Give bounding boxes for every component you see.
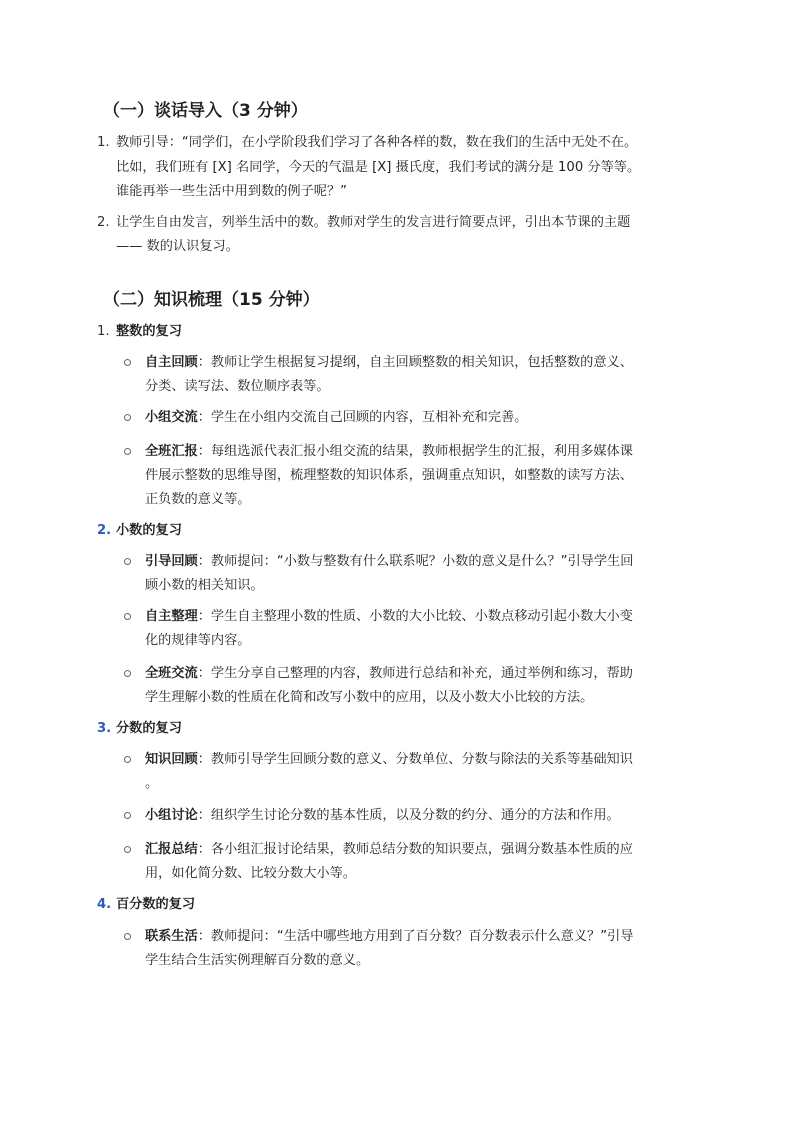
- bullet-text: ：组织学生讨论分数的基本性质，以及分数的约分、通分的方法和作用。: [197, 808, 620, 823]
- bullet-icon: [124, 812, 131, 819]
- list-number: 2.: [97, 215, 110, 230]
- paragraph-line: 比如，我们班有 [X] 名同学，今天的气温是 [X] 摄氏度，我们考试的满分是 100 分等等。: [116, 160, 641, 175]
- bullet-label: 自主回顾: [145, 355, 198, 370]
- bullet-line: 顾小数的相关知识。: [145, 578, 264, 593]
- subsection-title: 百分数的复习: [116, 897, 196, 912]
- bullet-line: 化的规律等内容。: [145, 633, 251, 648]
- paragraph-line: 谁能再举一些生活中用到数的例子呢？”: [116, 184, 348, 199]
- section-heading-intro: （一）谈话导入（3 分钟）: [103, 101, 308, 121]
- list-number: 4.: [97, 897, 112, 912]
- bullet-text: ：学生在小组内交流自己回顾的内容，互相补充和完善。: [197, 410, 528, 425]
- bullet-label: 引导回顾: [145, 554, 198, 569]
- section-heading-knowledge: （二）知识梳理（15 分钟）: [103, 290, 320, 310]
- bullet-line: [145, 750, 633, 770]
- bullet-line: 学生结合生活实例理解百分数的意义。: [145, 953, 370, 968]
- bullet-text: ：各小组汇报讨论结果，教师总结分数的知识要点，强调分数基本性质的应: [197, 842, 633, 857]
- bullet-label: 自主整理: [145, 609, 198, 624]
- bullet-icon: [124, 756, 131, 763]
- bullet-line: 正负数的意义等。: [145, 492, 251, 507]
- bullet-icon: [124, 558, 131, 565]
- subsection-title: 整数的复习: [116, 324, 182, 339]
- subsection-title: 分数的复习: [116, 721, 182, 736]
- bullet-text: ：学生分享自己整理的内容，教师进行总结和补充，通过举例和练习，帮助: [197, 666, 633, 681]
- paragraph-line: 教师引导：“同学们，在小学阶段我们学习了各种各样的数，数在我们的生活中无处不在。: [116, 135, 638, 150]
- bullet-icon: [124, 613, 131, 620]
- bullet-line: [145, 840, 633, 860]
- bullet-text: ：教师引导学生回顾分数的意义、分数单位、分数与除法的关系等基础知识: [197, 752, 633, 767]
- bullet-line: 。: [145, 776, 159, 791]
- bullet-text: ：每组选派代表汇报小组交流的结果，教师根据学生的汇报，利用多媒体课: [197, 444, 633, 459]
- bullet-icon: [124, 846, 131, 853]
- bullet-line: [145, 664, 633, 684]
- list-number: 1.: [97, 135, 110, 150]
- bullet-label: 汇报总结: [145, 842, 198, 857]
- bullet-line: [145, 927, 633, 947]
- bullet-line: [145, 408, 527, 428]
- bullet-line: 分类、读写法、数位顺序表等。: [145, 379, 330, 394]
- bullet-line: [145, 353, 633, 373]
- bullet-icon: [124, 414, 131, 421]
- bullet-icon: [124, 359, 131, 366]
- bullet-line: [145, 806, 620, 826]
- bullet-text: ：教师让学生根据复习提纲，自主回顾整数的相关知识，包括整数的意义、: [197, 355, 633, 370]
- bullet-icon: [124, 448, 131, 455]
- bullet-line: 学生理解小数的性质在化简和改写小数中的应用，以及小数大小比较的方法。: [145, 690, 594, 705]
- bullet-text: ：教师提问：“小数与整数有什么联系呢？小数的意义是什么？”引导学生回: [197, 554, 634, 569]
- bullet-line: 用，如化简分数、比较分数大小等。: [145, 866, 356, 881]
- bullet-line: 件展示整数的思维导图，梳理整数的知识体系，强调重点知识，如整数的读写方法、: [145, 468, 633, 483]
- bullet-icon: [124, 933, 131, 940]
- bullet-label: 全班汇报: [145, 444, 198, 459]
- bullet-line: [145, 442, 633, 462]
- bullet-line: [145, 607, 633, 627]
- bullet-label: 联系生活: [145, 929, 198, 944]
- bullet-icon: [124, 670, 131, 677]
- list-number: 2.: [97, 523, 112, 538]
- bullet-label: 知识回顾: [145, 752, 198, 767]
- bullet-label: 全班交流: [145, 666, 198, 681]
- bullet-label: 小组交流: [145, 410, 198, 425]
- list-number: 1.: [97, 324, 110, 339]
- bullet-text: ：教师提问：“生活中哪些地方用到了百分数？百分数表示什么意义？”引导: [197, 929, 634, 944]
- bullet-label: 小组讨论: [145, 808, 198, 823]
- bullet-text: ：学生自主整理小数的性质、小数的大小比较、小数点移动引起小数大小变: [197, 609, 633, 624]
- bullet-line: [145, 552, 633, 572]
- subsection-title: 小数的复习: [116, 523, 182, 538]
- paragraph-line: —— 数的认识复习。: [116, 239, 239, 254]
- paragraph-line: 让学生自由发言，列举生活中的数。教师对学生的发言进行简要点评，引出本节课的主题: [116, 215, 631, 230]
- list-number: 3.: [97, 721, 112, 736]
